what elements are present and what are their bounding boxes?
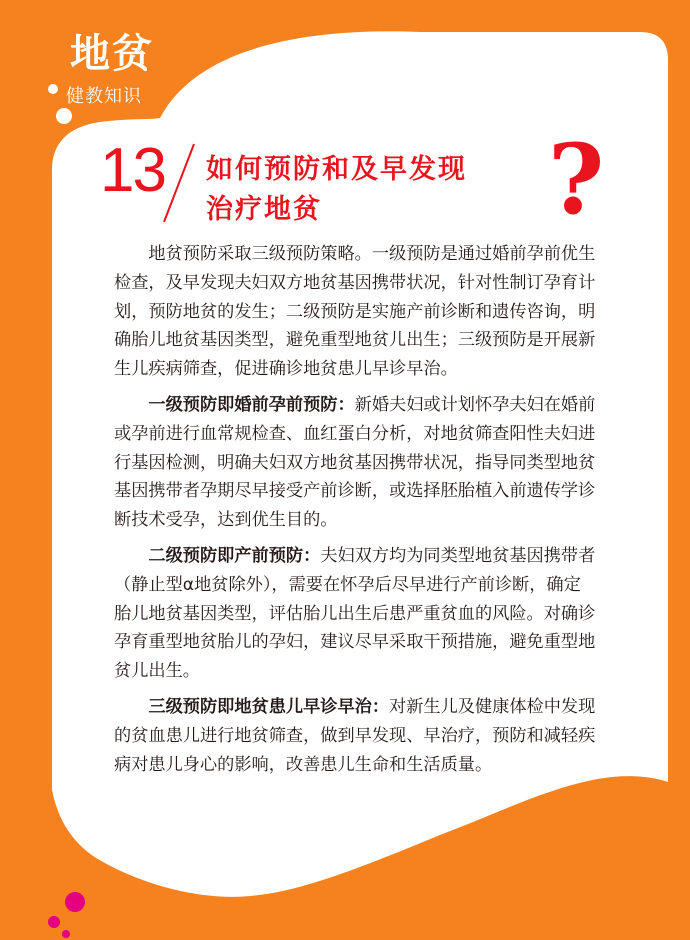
paragraph-tertiary-prevention xyxy=(114,693,596,779)
section-title-line1: 如何预防和及早发现 xyxy=(206,154,467,185)
paragraph-text: 新婚夫妇或计划怀孕夫妇在婚前或孕前进行血常规检查、血红蛋白分析，对地贫筛查阳性夫妇进行基因检测，明确夫妇双方地贫基因携带状况，指导同类型地贫基因携带者孕期尽早接受产前诊断，或选择胚胎植入前遗传学诊断技术受孕，达到优生目的。 xyxy=(114,394,596,531)
article-body xyxy=(114,240,596,786)
slash-divider xyxy=(158,140,198,226)
paragraph-lead: 一级预防即婚前孕前预防： xyxy=(148,394,355,415)
brand-title: 地贫 xyxy=(70,31,154,77)
section-title-line2: 治疗地贫 xyxy=(206,194,322,225)
paragraph-text: 夫妇双方均为同类型地贫基因携带者（静止型α地贫除外），需要在怀孕后尽早进行产前诊断，确定胎儿地贫基因类型，评估胎儿出生后患严重贫血的风险。对确诊孕育重型地贫胎儿的孕妇，建议尽早采取干预措施，避免重型地贫儿出生。 xyxy=(114,545,596,682)
magenta-dot-small xyxy=(62,930,70,938)
paragraph-lead: 二级预防即产前预防： xyxy=(148,545,321,566)
white-dot-small xyxy=(48,84,58,94)
white-dot-large xyxy=(56,108,72,124)
magenta-dot-medium xyxy=(48,916,60,928)
section-title xyxy=(206,150,467,230)
magenta-dot-large xyxy=(65,892,85,912)
paragraph-lead: 三级预防即地贫患儿早诊早治： xyxy=(148,696,390,717)
question-mark-icon: ? xyxy=(548,123,605,236)
paragraph-intro xyxy=(114,240,596,384)
paragraph-secondary-prevention xyxy=(114,542,596,686)
paragraph-primary-prevention xyxy=(114,391,596,535)
paragraph-text: 对新生儿及健康体检中发现的贫血患儿进行地贫筛查，做到早发现、早治疗，预防和减轻疾病对患儿身心的影响，改善患儿生命和生活质量。 xyxy=(114,696,596,775)
brand-subtitle: 健教知识 xyxy=(66,86,142,107)
section-number: 13 xyxy=(100,136,165,205)
paragraph-text: 地贫预防采取三级预防策略。一级预防是通过婚前孕前优生检查，及早发现夫妇双方地贫基因携带状况，针对性制订孕育计划，预防地贫的发生；二级预防是实施产前诊断和遗传咨询，明确胎儿地贫基因类型，避免重型地贫儿出生；三级预防是开展新生儿疾病筛查，促进确诊地贫患儿早诊早治。 xyxy=(114,244,596,380)
